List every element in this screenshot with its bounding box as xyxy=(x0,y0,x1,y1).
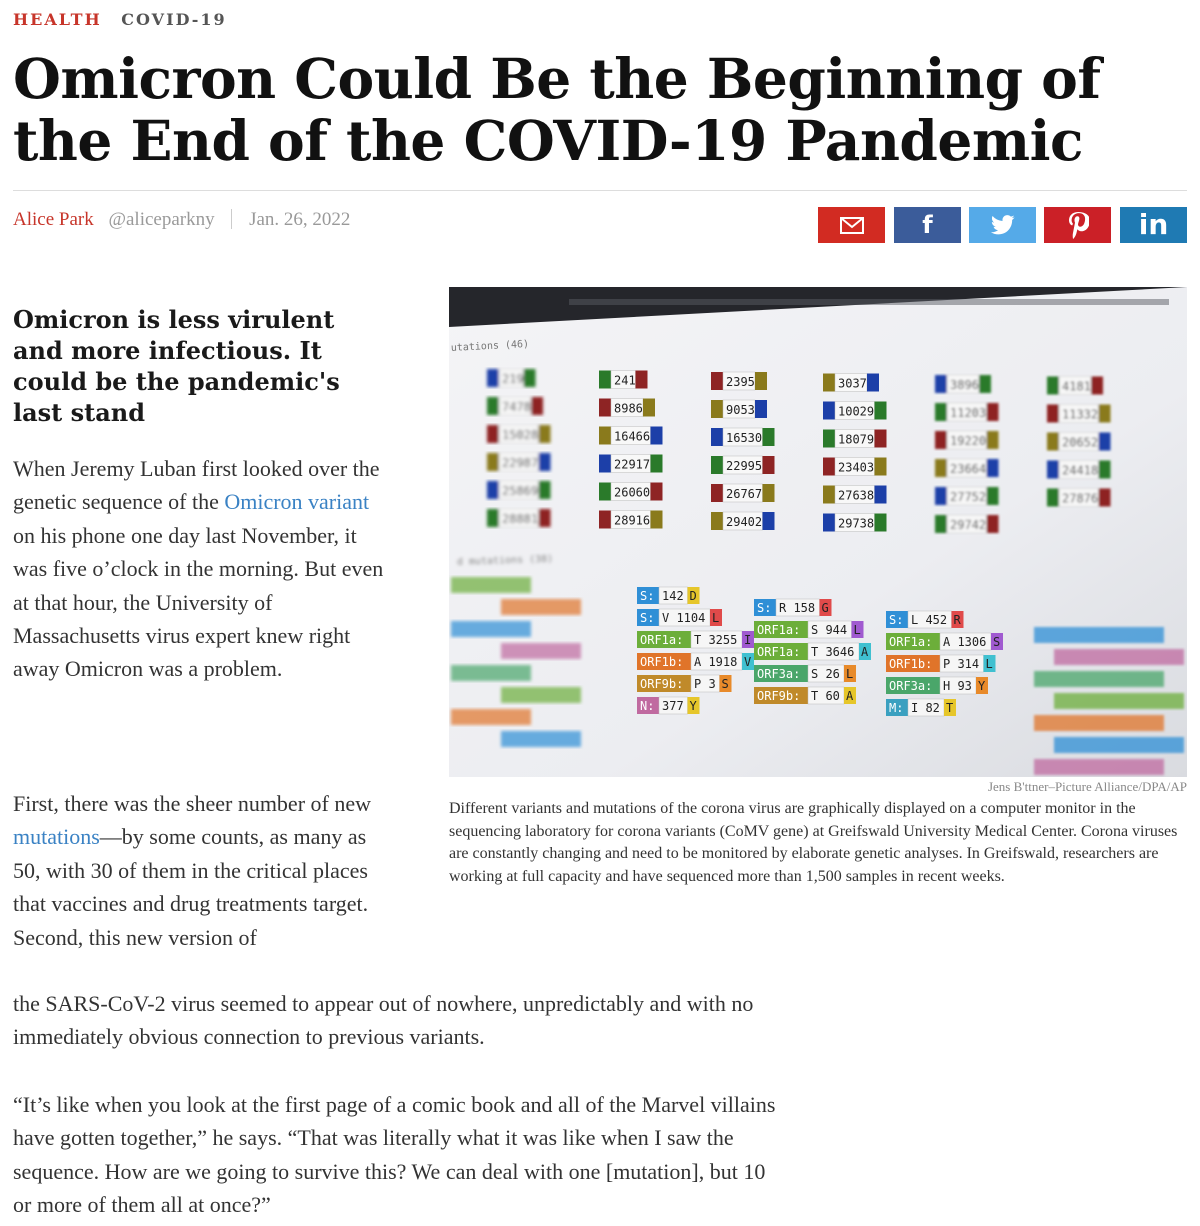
mutations-link[interactable]: mutations xyxy=(13,824,100,850)
photo-caption: Different variants and mutations of the corona virus are graphically displayed on a computer monitor in the sequencing laboratory for corona variants (CoMV gene) at Greifswald University Medical Center. Corona viruses are constantly changing and need to be monitored by elaborate genetic analyses. In Greifswald, researchers are working at full capacity and have sequenced more than 1,500 samples in recent weeks. xyxy=(449,800,1178,885)
mutation-label: 26767 xyxy=(726,487,763,501)
mutation-label: 7478 xyxy=(502,400,531,414)
article-dek: Omicron is less virulent and more infectious. It could be the pandemic's last stand xyxy=(13,305,340,427)
gene-label: ORF1a: xyxy=(757,623,801,637)
share-linkedin-button[interactable] xyxy=(1120,207,1187,243)
mutation-chip xyxy=(599,455,663,473)
mutation-chip xyxy=(935,403,999,421)
gene-label: ORF3a: xyxy=(757,667,801,681)
share-pinterest-button[interactable] xyxy=(1044,207,1111,243)
residue-label: L xyxy=(853,623,861,637)
pinterest-icon xyxy=(1067,211,1089,239)
amino-acid-chip xyxy=(637,675,732,692)
amino-acid-chip xyxy=(754,665,856,682)
mutation-label: 22917 xyxy=(614,457,651,472)
gene-label: ORF9b: xyxy=(757,689,801,703)
position-label: T 3646 xyxy=(811,645,855,659)
mutation-label: 22995 xyxy=(726,459,763,473)
position-label: S 944 xyxy=(811,623,848,637)
mutation-label: 16466 xyxy=(614,429,651,444)
mutation-chip xyxy=(487,397,543,415)
blurred-chip xyxy=(1034,715,1164,731)
gene-label: N: xyxy=(640,699,655,713)
mutation-chip xyxy=(935,487,999,505)
mutation-label: 219 xyxy=(502,372,524,386)
position-label: T 3255 xyxy=(694,633,738,647)
amino-acid-chip xyxy=(637,631,754,648)
mutation-chip xyxy=(599,483,663,501)
position-label: I 82 xyxy=(911,701,940,715)
amino-acid-chip xyxy=(886,699,956,716)
amino-acid-chip xyxy=(886,655,996,672)
mutation-chip xyxy=(823,402,887,420)
mutation-chip xyxy=(1047,377,1103,395)
residue-label: G xyxy=(821,601,829,615)
residue-label: L xyxy=(846,667,854,681)
mutation-chip xyxy=(935,431,999,449)
mutation-chip xyxy=(823,514,887,532)
mutation-label: 29402 xyxy=(726,515,763,529)
gene-label: ORF9b: xyxy=(640,677,684,691)
share-twitter-button[interactable] xyxy=(969,207,1036,243)
mutation-chip xyxy=(711,484,775,502)
gene-label: ORF1a: xyxy=(757,645,801,659)
gene-label: ORF3a: xyxy=(889,679,933,693)
screen-label-bottom: d mutations (38) xyxy=(456,553,554,568)
residue-label: Y xyxy=(689,699,697,713)
twitter-icon xyxy=(990,215,1016,236)
mutation-chip xyxy=(823,486,887,504)
residue-label: D xyxy=(689,589,697,603)
author-link[interactable]: Alice Park xyxy=(13,209,94,230)
body-paragraph-1 xyxy=(13,452,385,686)
p1-text-before: When Jeremy Luban first looked over the genetic sequence of the xyxy=(13,456,380,515)
blurred-chip xyxy=(501,731,581,747)
article-photo[interactable] xyxy=(449,287,1187,777)
author-twitter-handle[interactable]: @aliceparkny xyxy=(108,209,215,230)
mutation-label: 4181 xyxy=(1062,379,1091,394)
amino-acid-chip xyxy=(886,633,1003,650)
amino-acid-chip xyxy=(637,609,722,626)
amino-acid-chip xyxy=(637,653,754,670)
mutation-chip xyxy=(599,427,663,445)
mutation-label: 10029 xyxy=(838,404,875,419)
blurred-chip xyxy=(451,665,531,681)
mutation-chip xyxy=(487,509,551,527)
category-link-health[interactable]: HEALTH xyxy=(13,10,102,29)
residue-label: T xyxy=(946,701,954,715)
mutation-label: 2395 xyxy=(726,375,755,389)
gene-label: ORF1b: xyxy=(889,657,933,671)
facebook-icon: f xyxy=(922,211,933,239)
mutation-chip xyxy=(1047,489,1111,507)
gene-label: ORF1a: xyxy=(640,633,684,647)
mutation-chip xyxy=(487,425,551,443)
amino-acid-chip xyxy=(754,599,832,616)
gene-label: M: xyxy=(889,701,904,715)
mutation-label: 8986 xyxy=(614,401,643,416)
mutation-chip xyxy=(487,453,551,471)
mutation-chip xyxy=(823,458,887,476)
gene-label: S: xyxy=(757,601,772,615)
gene-label: S: xyxy=(889,613,904,627)
mutation-chip xyxy=(1047,405,1111,423)
p2-text-before: First, there was the sheer number of new xyxy=(13,791,372,816)
position-label: H 93 xyxy=(943,679,972,693)
share-facebook-button[interactable] xyxy=(894,207,961,243)
blurred-chip xyxy=(1034,671,1164,687)
mutation-chip xyxy=(935,375,991,393)
gene-label: ORF1b: xyxy=(640,655,684,669)
mutation-label: 9053 xyxy=(726,403,755,417)
mutation-label: 27876 xyxy=(1062,491,1099,506)
blurred-chip xyxy=(451,709,531,725)
mutation-label: 29742 xyxy=(950,518,987,532)
gene-label: ORF1a: xyxy=(889,635,933,649)
body-paragraph-3: “It’s like when you look at the first page of a comic book and all of the Marvel villains have gotten together,” he says. “That was literally what it was like when I saw the sequence. How are we going to survive this? We can deal with one [mutation], but 10 or more of them all at once?” xyxy=(13,1092,776,1218)
screen-label-top: utations (46) xyxy=(450,338,530,354)
byline xyxy=(13,209,350,231)
mutation-chip xyxy=(711,428,775,446)
amino-acid-chip xyxy=(637,587,700,604)
position-label: 142 xyxy=(662,589,684,603)
blurred-chip xyxy=(451,621,531,637)
amino-acid-chip xyxy=(886,677,988,694)
mutation-chip xyxy=(1047,461,1111,479)
position-label: T 60 xyxy=(811,689,840,703)
mutation-label: 11332 xyxy=(1062,407,1099,422)
position-label: S 26 xyxy=(811,667,840,681)
residue-label: A xyxy=(861,645,869,659)
position-label: V 1104 xyxy=(662,611,706,625)
envelope-icon xyxy=(840,217,864,234)
mutation-chip xyxy=(1047,433,1111,451)
blurred-chip xyxy=(1054,737,1184,753)
position-label: 377 xyxy=(662,699,684,713)
mutation-label: 28916 xyxy=(614,513,651,528)
blurred-chip xyxy=(501,643,581,659)
photo-credit: Jens B'ttner–Picture Alliance/DPA/AP xyxy=(987,779,1187,794)
residue-label: L xyxy=(712,611,720,625)
amino-acid-chip xyxy=(886,611,964,628)
mutation-chip xyxy=(823,430,887,448)
subcategory-label[interactable]: COVID-19 xyxy=(121,10,227,29)
position-label: P 314 xyxy=(943,657,980,671)
mutation-label: 24418 xyxy=(1062,463,1099,478)
mutation-chip xyxy=(599,511,663,529)
mutation-label: 19220 xyxy=(950,434,987,448)
gene-label: S: xyxy=(640,589,655,603)
mutation-chip xyxy=(711,400,767,418)
blurred-chip xyxy=(501,599,581,615)
position-label: R 158 xyxy=(779,601,816,615)
share-email-button[interactable] xyxy=(818,207,885,243)
p1-text-after: on his phone one day last November, it was five o’clock in the morning. But even at that hour, the University of Massachusetts virus expert knew right away Omicron was a problem. xyxy=(13,522,384,682)
section-kicker xyxy=(13,10,227,29)
blurred-chip xyxy=(451,577,531,593)
blurred-chip xyxy=(1034,627,1164,643)
mutation-label: 16530 xyxy=(726,431,763,445)
mutation-chip xyxy=(823,374,879,392)
mutation-label: 27752 xyxy=(950,490,987,504)
mutation-chip xyxy=(711,372,767,390)
mutation-label: 15028 xyxy=(502,428,539,442)
mutation-chip xyxy=(487,369,536,387)
article-headline: Omicron Could Be the Beginning of the End of the COVID-19 Pandemic xyxy=(13,46,1101,173)
mutation-label: 22987 xyxy=(502,456,539,470)
amino-acid-chip xyxy=(637,697,700,714)
blurred-chip xyxy=(1034,759,1164,775)
residue-label: Y xyxy=(978,679,986,693)
mutation-label: 28881 xyxy=(502,512,539,526)
amino-acid-chip xyxy=(754,643,871,660)
residue-label: R xyxy=(953,613,961,627)
amino-acid-chip xyxy=(754,621,864,638)
mutation-label: 3037 xyxy=(838,376,867,391)
mutation-label: 241 xyxy=(614,373,636,388)
mutation-label: 25869 xyxy=(502,484,539,498)
mutation-label: 3896 xyxy=(950,378,979,392)
mutation-label: 29738 xyxy=(838,516,875,531)
mutation-label: 20652 xyxy=(1062,435,1099,450)
mutation-chip xyxy=(599,399,655,417)
mutation-chip xyxy=(711,512,775,530)
residue-label: S xyxy=(993,635,1001,649)
amino-acid-chip xyxy=(754,687,856,704)
mutation-label: 26060 xyxy=(614,485,651,500)
mutation-chip xyxy=(487,481,551,499)
mutation-label: 27638 xyxy=(838,488,875,503)
residue-label: V xyxy=(744,655,752,669)
position-label: A 1306 xyxy=(943,635,987,649)
residue-label: A xyxy=(846,689,854,703)
mutation-label: 18079 xyxy=(838,432,875,447)
position-label: A 1918 xyxy=(694,655,738,669)
gene-label: S: xyxy=(640,611,655,625)
residue-label: I xyxy=(744,633,752,647)
blurred-chip xyxy=(501,687,581,703)
residue-label: S xyxy=(721,677,729,691)
linkedin-icon: in xyxy=(1138,208,1169,241)
body-paragraph-2 xyxy=(13,787,385,954)
blurred-chip xyxy=(1054,649,1184,665)
mutation-label: 23664 xyxy=(950,462,987,476)
position-label: P 3 xyxy=(694,677,716,691)
mutation-chip xyxy=(599,371,648,389)
residue-label: L xyxy=(985,657,993,671)
publish-date: Jan. 26, 2022 xyxy=(249,209,351,230)
mutation-chip xyxy=(935,459,999,477)
mutation-label: 11203 xyxy=(950,406,987,420)
screen-top-bar xyxy=(569,299,1169,305)
p2-text-after: —by some counts, as many as 50, with 30 of them in the critical places that vaccines and drug treatments target. Second, this new version of xyxy=(13,824,369,950)
mutation-label: 23403 xyxy=(838,460,875,475)
sequencing-monitor-image xyxy=(449,287,1187,777)
position-label: L 452 xyxy=(911,613,948,627)
mutation-chip xyxy=(711,456,775,474)
header-divider xyxy=(13,190,1187,191)
body-paragraph-2-continued: the SARS-CoV-2 virus seemed to appear out of nowhere, unpredictably and with no immediately obvious connection to previous variants. xyxy=(13,991,754,1050)
blurred-chip xyxy=(1054,693,1184,709)
mutation-chip xyxy=(935,515,999,533)
omicron-variant-link[interactable]: Omicron variant xyxy=(224,489,370,515)
byline-separator xyxy=(231,209,232,229)
